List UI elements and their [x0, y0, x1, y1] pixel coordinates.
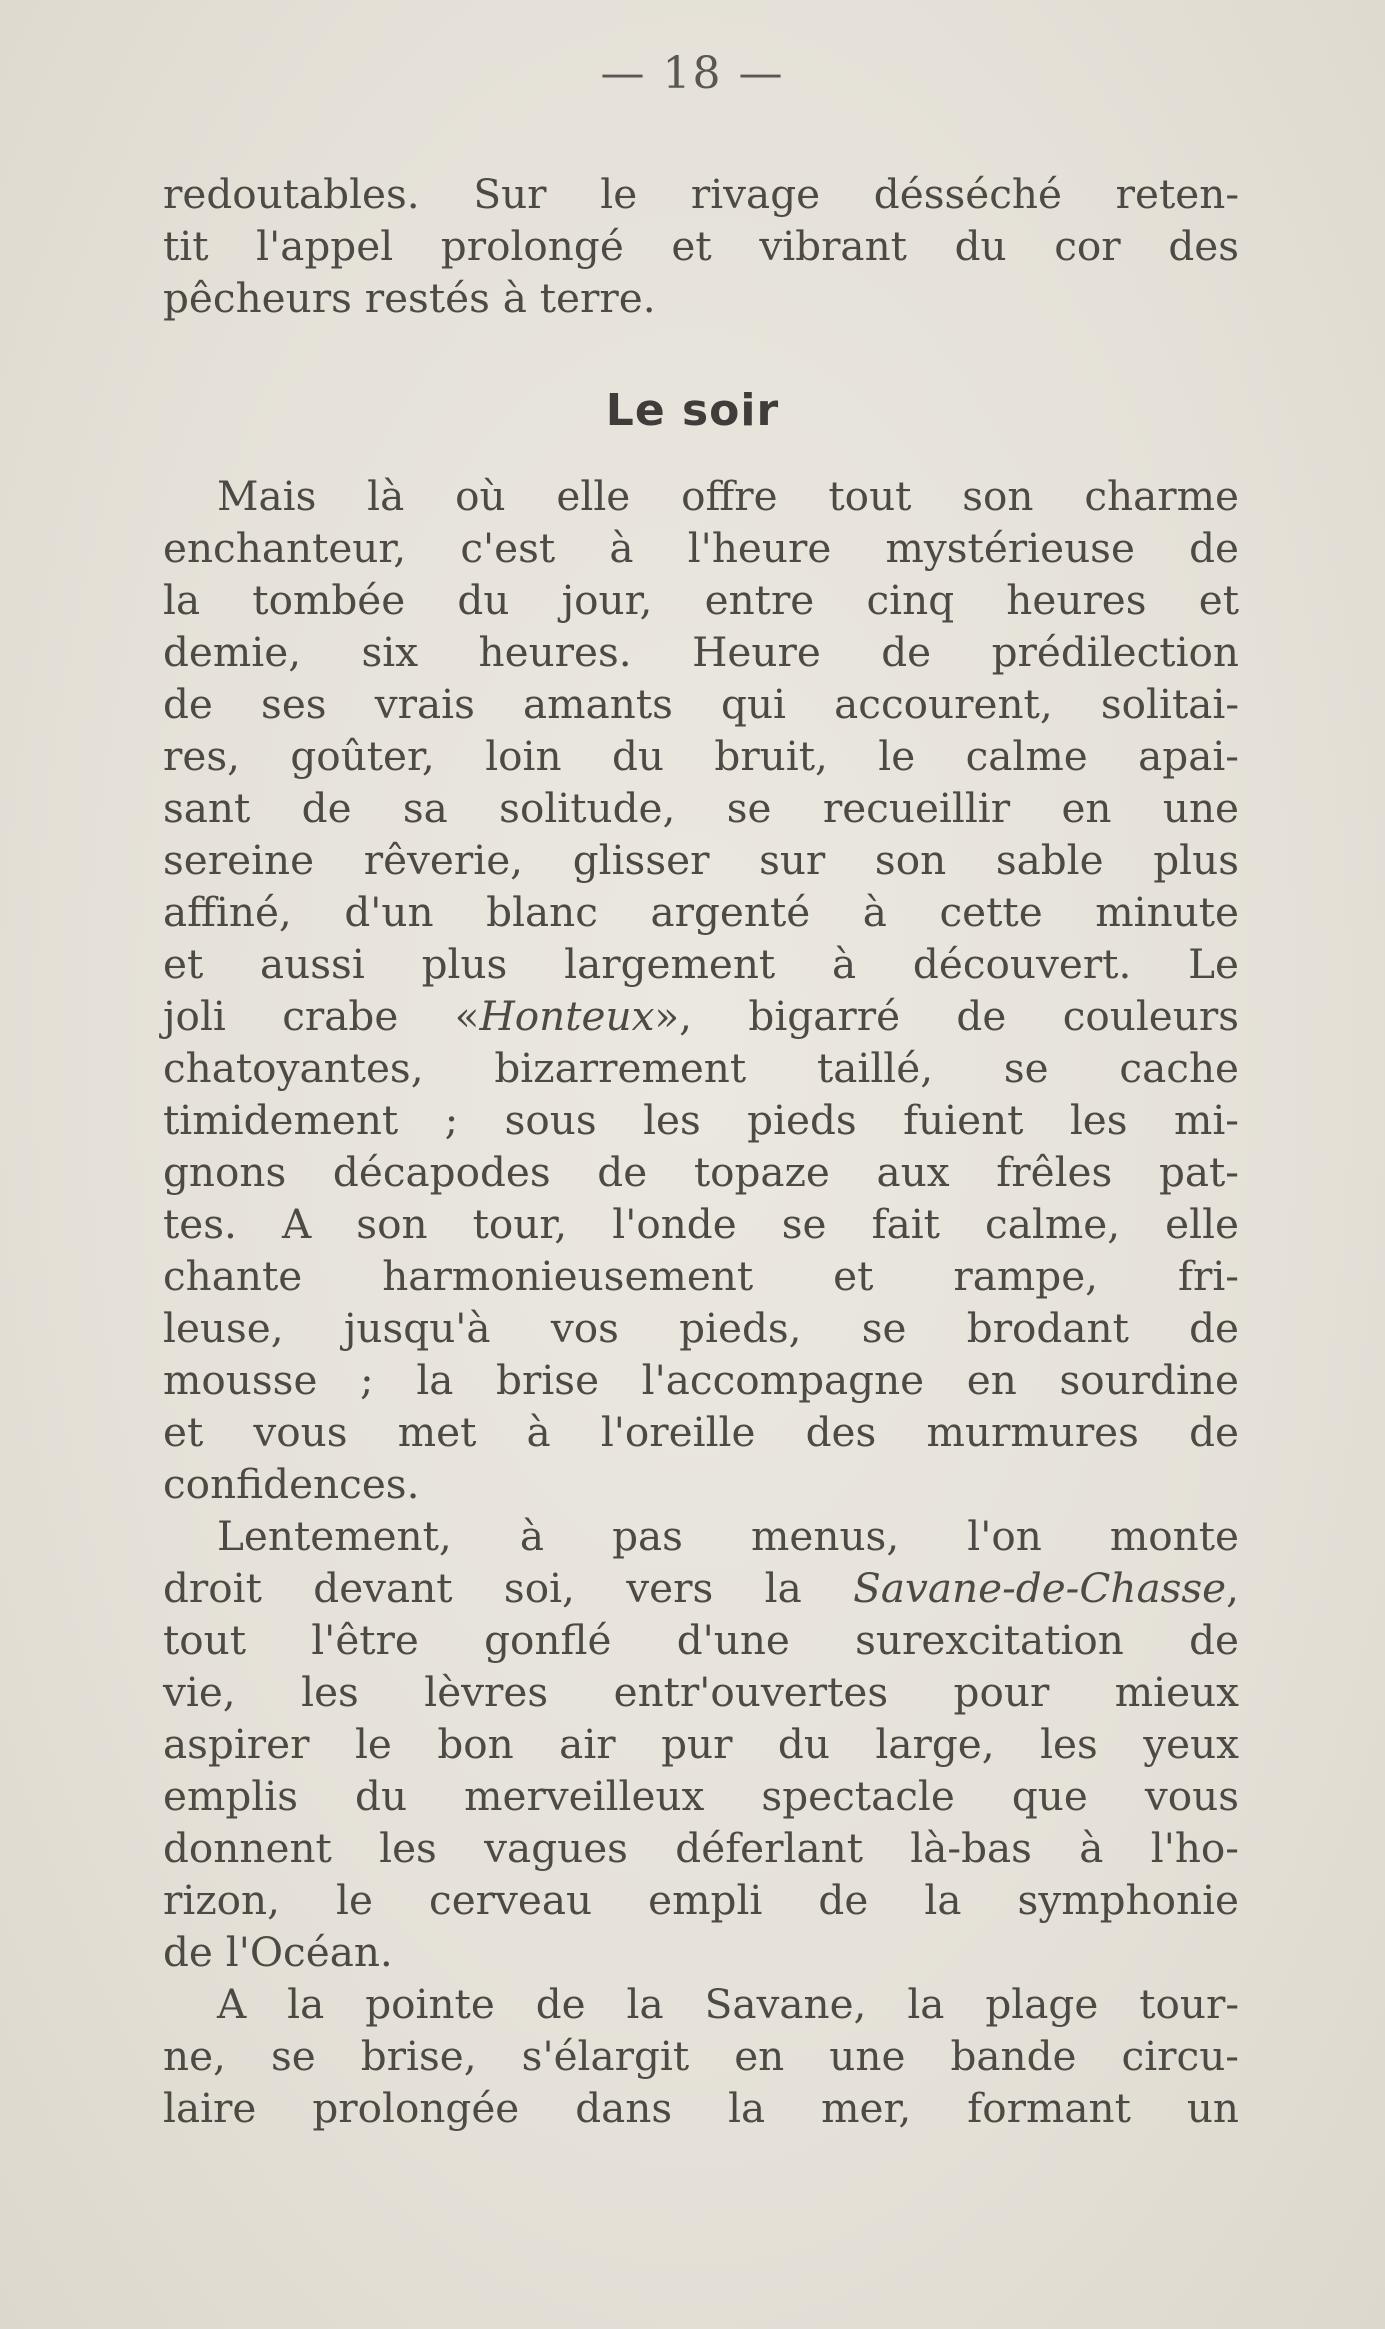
- text-line: donnent les vagues déferlant là-bas à l'ho-: [163, 1824, 1239, 1872]
- text-line: Lentement, à pas menus, l'on monte: [217, 1512, 1239, 1560]
- text-line: redoutables. Sur le rivage désséché reten-: [163, 170, 1239, 218]
- text-line: de ses vrais amants qui accourent, solitai-: [163, 680, 1239, 728]
- section-heading: Le soir: [605, 385, 780, 436]
- text-line: de l'Océan.: [163, 1928, 393, 1976]
- text-line: aspirer le bon air pur du large, les yeux: [163, 1720, 1239, 1768]
- text-fragment: joli crabe «: [163, 992, 480, 1040]
- text-line: sant de sa solitude, se recueillir en une: [163, 784, 1239, 832]
- text-line: pêcheurs restés à terre.: [163, 274, 656, 322]
- page-number: — 18 —: [600, 48, 785, 99]
- text-fragment: ,: [1226, 1564, 1239, 1612]
- text-line: tit l'appel prolongé et vibrant du cor des: [163, 222, 1239, 270]
- text-line: timidement ; sous les pieds fuient les mi-: [163, 1096, 1239, 1144]
- text-line: chante harmonieusement et rampe, fri-: [163, 1252, 1239, 1300]
- text-line: [163, 990, 1239, 1042]
- text-line: et aussi plus largement à découvert. Le: [163, 940, 1239, 988]
- text-line: rizon, le cerveau empli de la symphonie: [163, 1876, 1239, 1924]
- intro-paragraph: [163, 168, 1239, 324]
- text-line: sereine rêverie, glisser sur son sable plus: [163, 836, 1239, 884]
- text-line: tes. A son tour, l'onde se fait calme, elle: [163, 1200, 1239, 1248]
- text-line: tout l'être gonflé d'une surexcitation de: [163, 1616, 1239, 1664]
- text-line: Mais là où elle offre tout son charme: [217, 472, 1239, 520]
- text-line: emplis du merveilleux spectacle que vous: [163, 1772, 1239, 1820]
- text-line: ne, se brise, s'élargit en une bande circu-: [163, 2032, 1239, 2080]
- text-line: enchanteur, c'est à l'heure mystérieuse de: [163, 524, 1239, 572]
- body-text: [163, 470, 1239, 2134]
- italic-name: Honteux: [479, 992, 655, 1040]
- text-line: confidences.: [163, 1460, 420, 1508]
- text-line: demie, six heures. Heure de prédilection: [163, 628, 1239, 676]
- text-line: A la pointe de la Savane, la plage tour-: [217, 1980, 1239, 2028]
- text-fragment: droit devant soi, vers la: [163, 1564, 854, 1612]
- text-line: gnons décapodes de topaze aux frêles pat-: [163, 1148, 1239, 1196]
- text-line: [163, 1562, 1239, 1614]
- text-line: affiné, d'un blanc argenté à cette minute: [163, 888, 1239, 936]
- text-fragment: », bigarré de couleurs: [654, 992, 1239, 1040]
- text-line: leuse, jusqu'à vos pieds, se brodant de: [163, 1304, 1239, 1352]
- text-line: et vous met à l'oreille des murmures de: [163, 1408, 1239, 1456]
- italic-place-name: Savane-de-Chasse: [853, 1564, 1227, 1612]
- text-line: laire prolongée dans la mer, formant un: [163, 2084, 1239, 2132]
- text-line: res, goûter, loin du bruit, le calme apai-: [163, 732, 1239, 780]
- text-line: la tombée du jour, entre cinq heures et: [163, 576, 1239, 624]
- text-line: chatoyantes, bizarrement taillé, se cache: [163, 1044, 1239, 1092]
- text-line: vie, les lèvres entr'ouvertes pour mieux: [163, 1668, 1239, 1716]
- text-line: mousse ; la brise l'accompagne en sourdine: [163, 1356, 1239, 1404]
